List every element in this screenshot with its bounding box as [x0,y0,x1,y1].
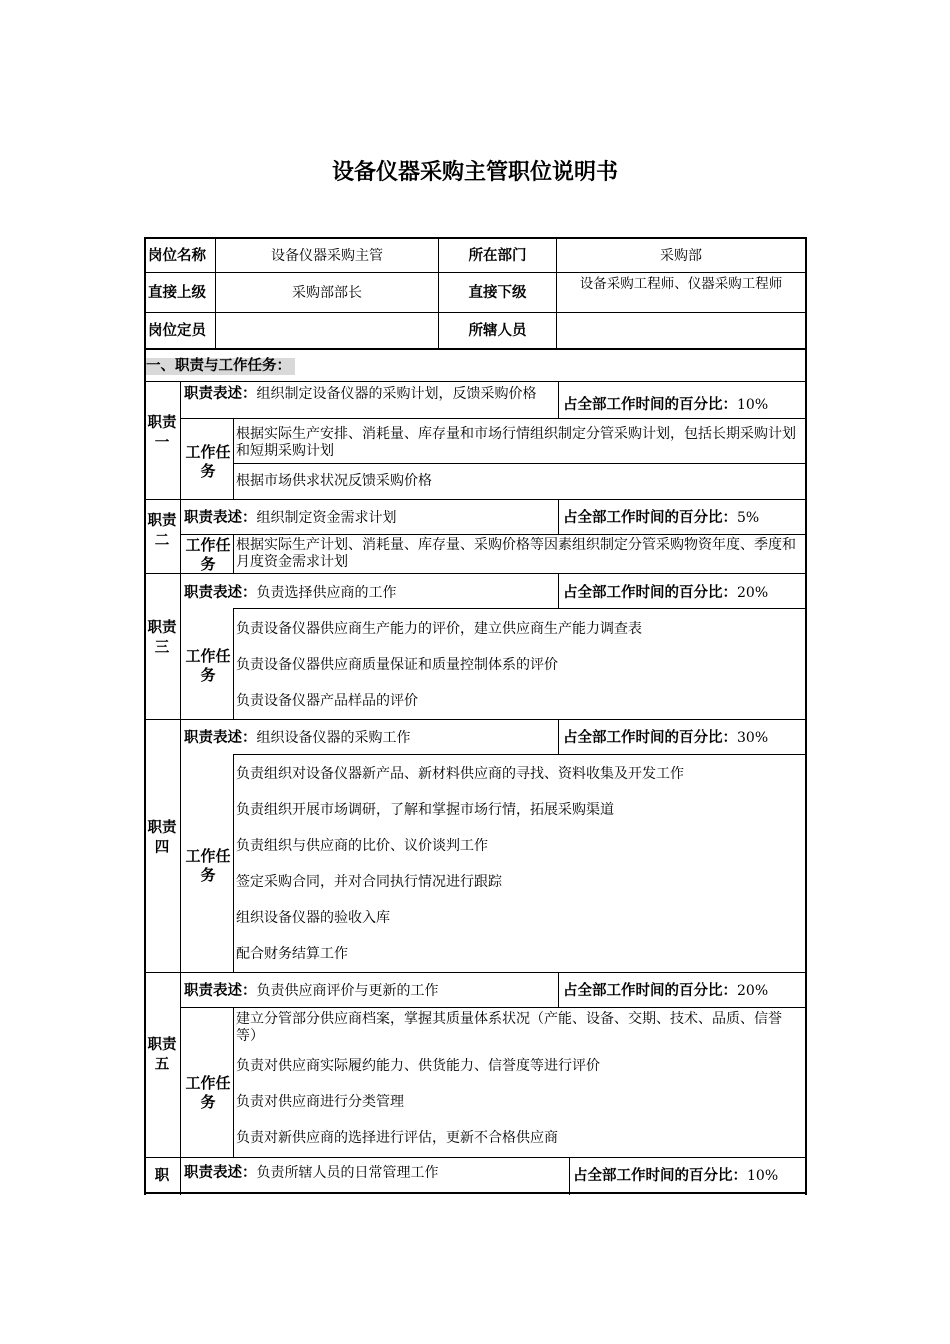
direct-superior-value: 采购部部长 [292,285,362,301]
duty-4-desc-label: 职责表述： [184,730,257,746]
duty-1-task-1: 根据实际生产安排、消耗量、库存量和市场行情组织制定分管采购计划，包括长期采购计划和短期采购计划 [236,426,796,459]
document-title: 设备仪器采购主管职位说明书 [331,160,618,185]
duty-6-name: 职 [154,1168,170,1184]
duty-1-desc-text: 组织制定设备仪器的采购计划，反馈采购价格 [256,386,537,402]
duty-5-pct-label: 占全部工作时间的百分比： [563,983,737,999]
duty-6-pct-label: 占全部工作时间的百分比： [573,1168,747,1184]
duty-1-task-2: 根据市场供求状况反馈采购价格 [236,473,432,489]
job-description-table [144,237,807,1195]
duty-2-name: 职责二 [147,513,177,549]
duty-5-task-4: 负责对新供应商的选择进行评估，更新不合格供应商 [236,1130,558,1146]
duty-4-task-label: 工作任务 [185,847,231,884]
duty-4-task-4: 签定采购合同，并对合同执行情况进行跟踪 [236,874,502,890]
duty-4-desc-text: 组织设备仪器的采购工作 [256,730,411,746]
department-value: 采购部 [660,248,702,264]
duty-4-task-2: 负责组织开展市场调研，了解和掌握市场行情，拓展采购渠道 [236,802,614,818]
duty-6-pct-value: 10% [747,1168,779,1184]
duty-3-task-2: 负责设备仪器供应商质量保证和质量控制体系的评价 [236,657,558,673]
section-title: 一、职责与工作任务： [146,358,295,375]
duty-4-pct-label: 占全部工作时间的百分比： [563,730,737,746]
duty-5-task-label: 工作任务 [185,1074,231,1111]
duty-4-pct [563,730,768,747]
department-label: 所在部门 [468,248,527,264]
duty-6-desc-label: 职责表述： [184,1165,257,1181]
duty-3-task-3: 负责设备仪器产品样品的评价 [236,693,418,709]
duty-4-task-6: 配合财务结算工作 [236,946,348,962]
duty-4-name: 职责四 [147,820,177,856]
duty-3-desc-label: 职责表述： [184,585,257,601]
duty-1-pct-value: 10% [737,397,769,413]
duty-5-task-3: 负责对供应商进行分类管理 [236,1094,404,1110]
managed-staff-label: 所辖人员 [468,323,527,339]
duty-2-pct [563,510,759,527]
direct-superior-label: 直接上级 [148,285,206,301]
duty-5-pct-value: 20% [737,983,769,999]
duty-1-name: 职责一 [147,415,177,451]
duty-2-pct-value: 5% [737,510,760,526]
duty-4-task-3: 负责组织与供应商的比价、议价谈判工作 [236,838,488,854]
duty-3-description [184,585,397,602]
direct-subordinate-value: 设备采购工程师、仪器采购工程师 [579,276,783,292]
duty-1-desc-label: 职责表述： [184,386,257,402]
duty-6-desc-text: 负责所辖人员的日常管理工作 [256,1165,439,1181]
duty-5-name: 职责五 [147,1037,177,1073]
duty-3-desc-text: 负责选择供应商的工作 [256,585,397,601]
position-name-label: 岗位名称 [148,248,206,264]
duty-2-pct-label: 占全部工作时间的百分比： [563,510,737,526]
duty-3-task-1: 负责设备仪器供应商生产能力的评价，建立供应商生产能力调查表 [236,621,642,637]
duty-2-desc-label: 职责表述： [184,510,257,526]
duty-1-task-label: 工作任务 [185,443,231,480]
duty-3-pct-label: 占全部工作时间的百分比： [563,585,737,601]
direct-subordinate-label: 直接下级 [468,285,527,301]
duty-4-task-1: 负责组织对设备仪器新产品、新材料供应商的寻找、资料收集及开发工作 [236,766,684,782]
duty-5-description [184,983,439,1000]
duty-5-pct [563,983,768,1000]
duty-6-description [184,1165,439,1182]
duty-2-task-label: 工作任务 [185,536,231,573]
duty-5-task-1: 建立分管部分供应商档案，掌握其质量体系状况（产能、设备、交期、技术、品质、信誉等） [236,1011,782,1044]
duty-4-task-5: 组织设备仪器的验收入库 [236,910,390,926]
duty-1-pct [563,397,768,414]
headcount-label: 岗位定员 [148,323,206,339]
duty-2-desc-text: 组织制定资金需求计划 [256,510,397,526]
duty-6-pct [573,1168,778,1185]
position-name-value: 设备仪器采购主管 [271,248,383,264]
duty-5-task-2: 负责对供应商实际履约能力、供货能力、信誉度等进行评价 [236,1058,600,1074]
duty-3-task-label: 工作任务 [185,647,231,684]
duty-3-name: 职责三 [147,620,177,656]
duty-1-description [184,386,556,403]
duty-4-description [184,730,411,747]
duty-5-desc-label: 职责表述： [184,983,257,999]
duty-2-description [184,510,397,527]
duty-3-pct [563,585,768,602]
duty-2-task-1: 根据实际生产计划、消耗量、库存量、采购价格等因素组织制定分管采购物资年度、季度和月度资金需求计划 [236,537,796,570]
duty-1-pct-label: 占全部工作时间的百分比： [563,397,737,413]
duty-3-pct-value: 20% [737,585,769,601]
duty-4-pct-value: 30% [737,730,769,746]
duty-5-desc-text: 负责供应商评价与更新的工作 [256,983,439,999]
